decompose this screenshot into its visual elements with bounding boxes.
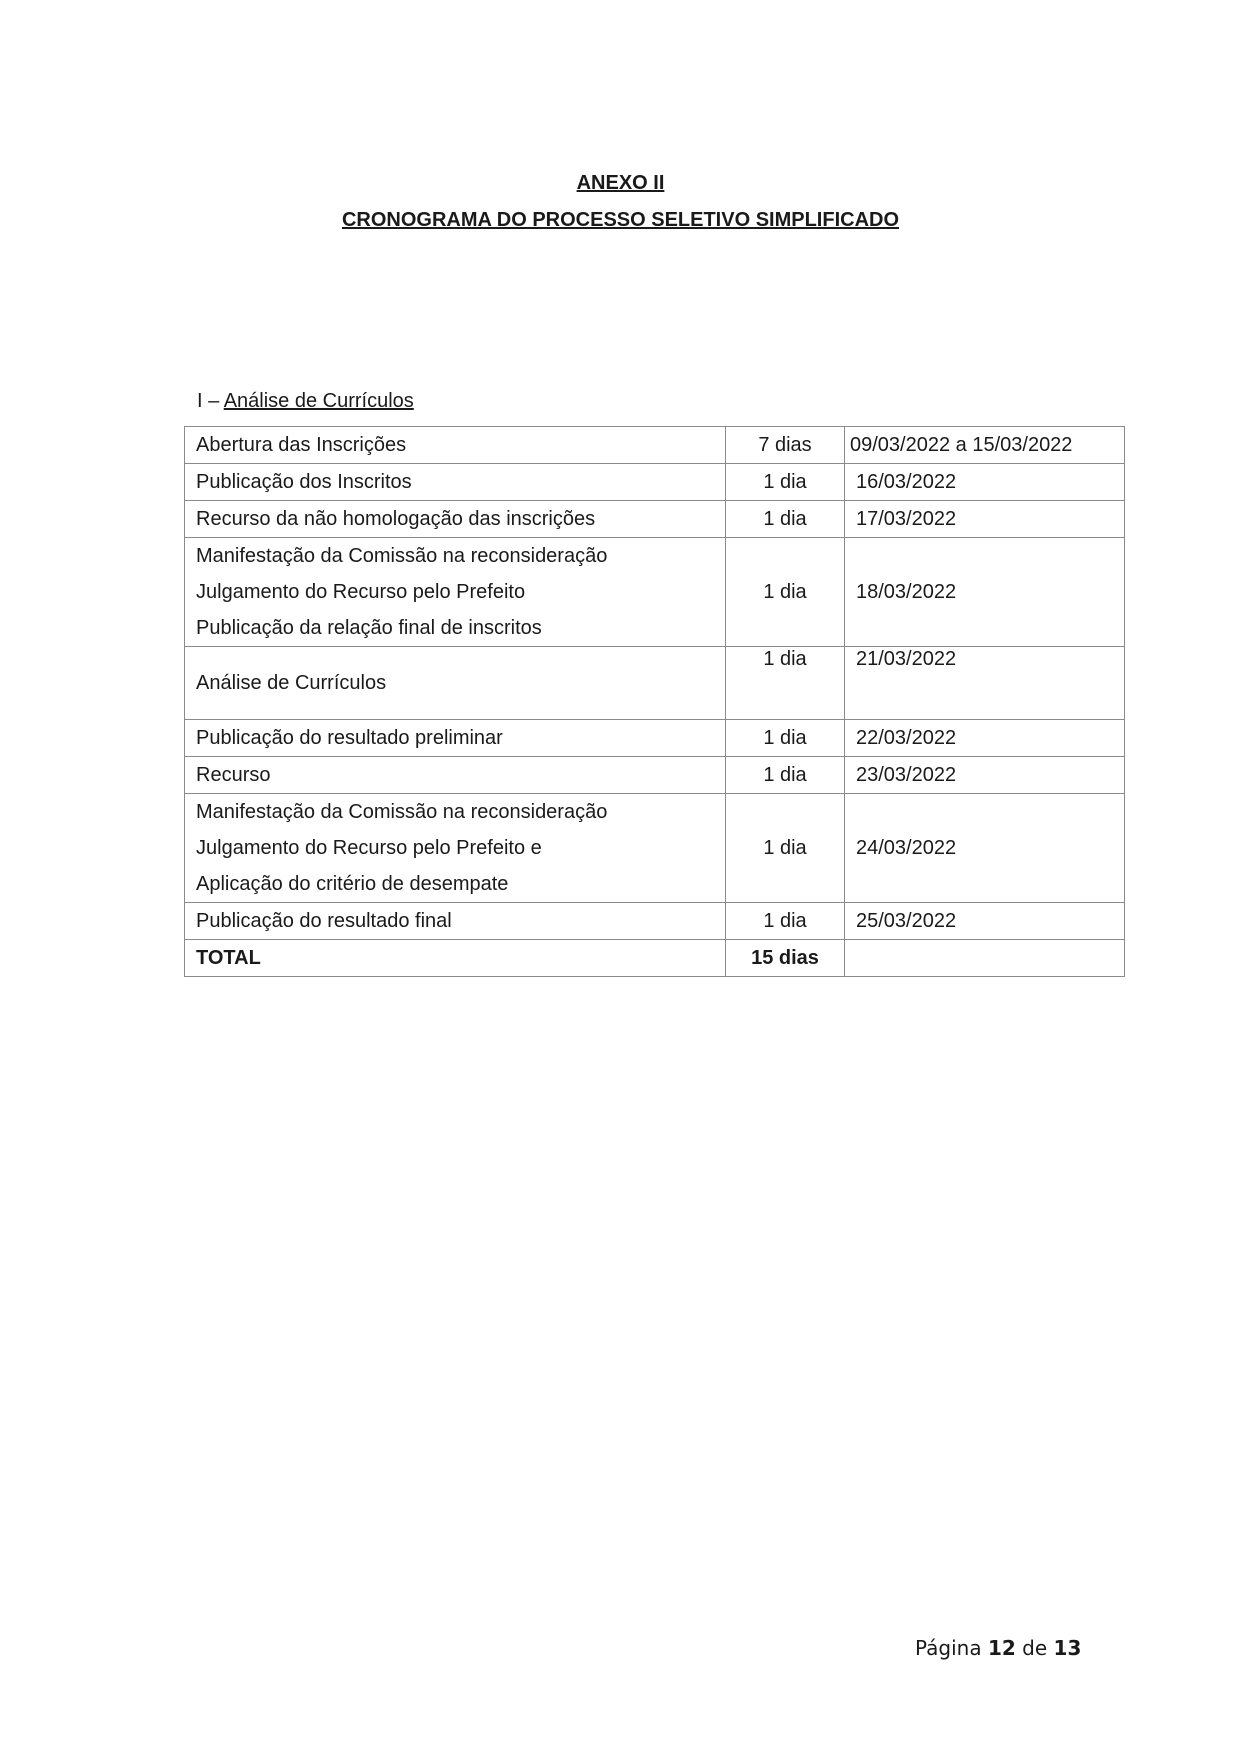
duration-cell bbox=[726, 647, 845, 720]
activity-cell bbox=[185, 720, 726, 757]
activity-line: Manifestação da Comissão na reconsideração bbox=[196, 801, 608, 823]
duration-value: 1 dia bbox=[763, 648, 807, 670]
table-row bbox=[185, 794, 1125, 903]
table-row bbox=[185, 757, 1125, 794]
duration-cell bbox=[726, 501, 845, 538]
date-value: 23/03/2022 bbox=[856, 763, 957, 786]
table-row bbox=[185, 903, 1125, 940]
table-row bbox=[185, 427, 1125, 464]
date-value: 17/03/2022 bbox=[856, 507, 957, 530]
activity-cell bbox=[185, 501, 726, 538]
activity-line: Manifestação da Comissão na reconsideração bbox=[196, 545, 608, 567]
of-word: de bbox=[1022, 1636, 1048, 1660]
duration-cell bbox=[726, 538, 845, 647]
date-cell bbox=[845, 647, 1125, 720]
date-value: 18/03/2022 bbox=[856, 580, 957, 603]
document-title bbox=[0, 209, 1241, 232]
duration-value: 1 dia bbox=[763, 909, 807, 932]
date-cell bbox=[845, 501, 1125, 538]
document-title-text: CRONOGRAMA DO PROCESSO SELETIVO SIMPLIFICADO bbox=[341, 209, 900, 231]
total-duration: 15 dias bbox=[751, 946, 819, 969]
duration-value: 1 dia bbox=[763, 726, 807, 749]
duration-value: 1 dia bbox=[763, 470, 807, 493]
duration-cell bbox=[726, 903, 845, 940]
page-word: Página bbox=[915, 1636, 982, 1660]
activity-cell bbox=[185, 427, 726, 464]
duration-cell bbox=[726, 757, 845, 794]
schedule-table bbox=[184, 426, 1125, 977]
total-row bbox=[185, 940, 1125, 977]
duration-value: 1 dia bbox=[763, 836, 807, 859]
duration-cell bbox=[726, 720, 845, 757]
total-duration-cell bbox=[726, 940, 845, 977]
activity-cell bbox=[185, 647, 726, 720]
total-label: TOTAL bbox=[196, 947, 261, 969]
duration-value: 1 dia bbox=[763, 507, 807, 530]
duration-value: 7 dias bbox=[758, 433, 812, 456]
section-prefix: I – bbox=[197, 390, 224, 412]
date-value: 21/03/2022 bbox=[856, 648, 957, 670]
duration-value: 1 dia bbox=[763, 763, 807, 786]
date-cell bbox=[845, 538, 1125, 647]
date-cell bbox=[845, 794, 1125, 903]
table-row bbox=[185, 501, 1125, 538]
activity-cell bbox=[185, 903, 726, 940]
duration-cell bbox=[726, 464, 845, 501]
annex-title-text: ANEXO II bbox=[576, 172, 665, 194]
activity-line: Publicação do resultado final bbox=[196, 910, 452, 932]
activity-line: Julgamento do Recurso pelo Prefeito e bbox=[196, 837, 542, 859]
activity-line: Recurso bbox=[196, 764, 271, 786]
annex-title bbox=[0, 172, 1241, 195]
date-value: 22/03/2022 bbox=[856, 726, 957, 749]
total-date-cell bbox=[845, 940, 1125, 977]
duration-value: 1 dia bbox=[763, 580, 807, 603]
activity-line: Publicação da relação final de inscritos bbox=[196, 617, 542, 639]
date-cell bbox=[845, 720, 1125, 757]
activity-line: Análise de Currículos bbox=[196, 672, 387, 694]
date-cell bbox=[845, 464, 1125, 501]
total-pages: 13 bbox=[1053, 1636, 1082, 1660]
activity-line: Aplicação do critério de desempate bbox=[196, 873, 509, 895]
total-label-cell bbox=[185, 940, 726, 977]
activity-cell bbox=[185, 794, 726, 903]
date-value: 09/03/2022 a 15/03/2022 bbox=[850, 433, 1073, 456]
activity-line: Julgamento do Recurso pelo Prefeito bbox=[196, 581, 526, 603]
activity-cell bbox=[185, 538, 726, 647]
table-row bbox=[185, 464, 1125, 501]
date-cell bbox=[845, 427, 1125, 464]
date-cell bbox=[845, 757, 1125, 794]
activity-cell bbox=[185, 757, 726, 794]
date-cell bbox=[845, 903, 1125, 940]
activity-line: Publicação do resultado preliminar bbox=[196, 727, 503, 749]
table-row bbox=[185, 538, 1125, 647]
duration-cell bbox=[726, 794, 845, 903]
table-row bbox=[185, 647, 1125, 720]
activity-line: Abertura das Inscrições bbox=[196, 434, 407, 456]
current-page: 12 bbox=[987, 1636, 1016, 1660]
section-label bbox=[197, 390, 414, 413]
activity-line: Publicação dos Inscritos bbox=[196, 471, 412, 493]
duration-cell bbox=[726, 427, 845, 464]
date-value: 16/03/2022 bbox=[856, 470, 957, 493]
page-number bbox=[915, 1636, 1081, 1660]
activity-line: Recurso da não homologação das inscrições bbox=[196, 508, 596, 530]
date-value: 25/03/2022 bbox=[856, 909, 957, 932]
table-row bbox=[185, 720, 1125, 757]
activity-cell bbox=[185, 464, 726, 501]
section-name: Análise de Currículos bbox=[223, 390, 414, 412]
date-value: 24/03/2022 bbox=[856, 836, 957, 859]
